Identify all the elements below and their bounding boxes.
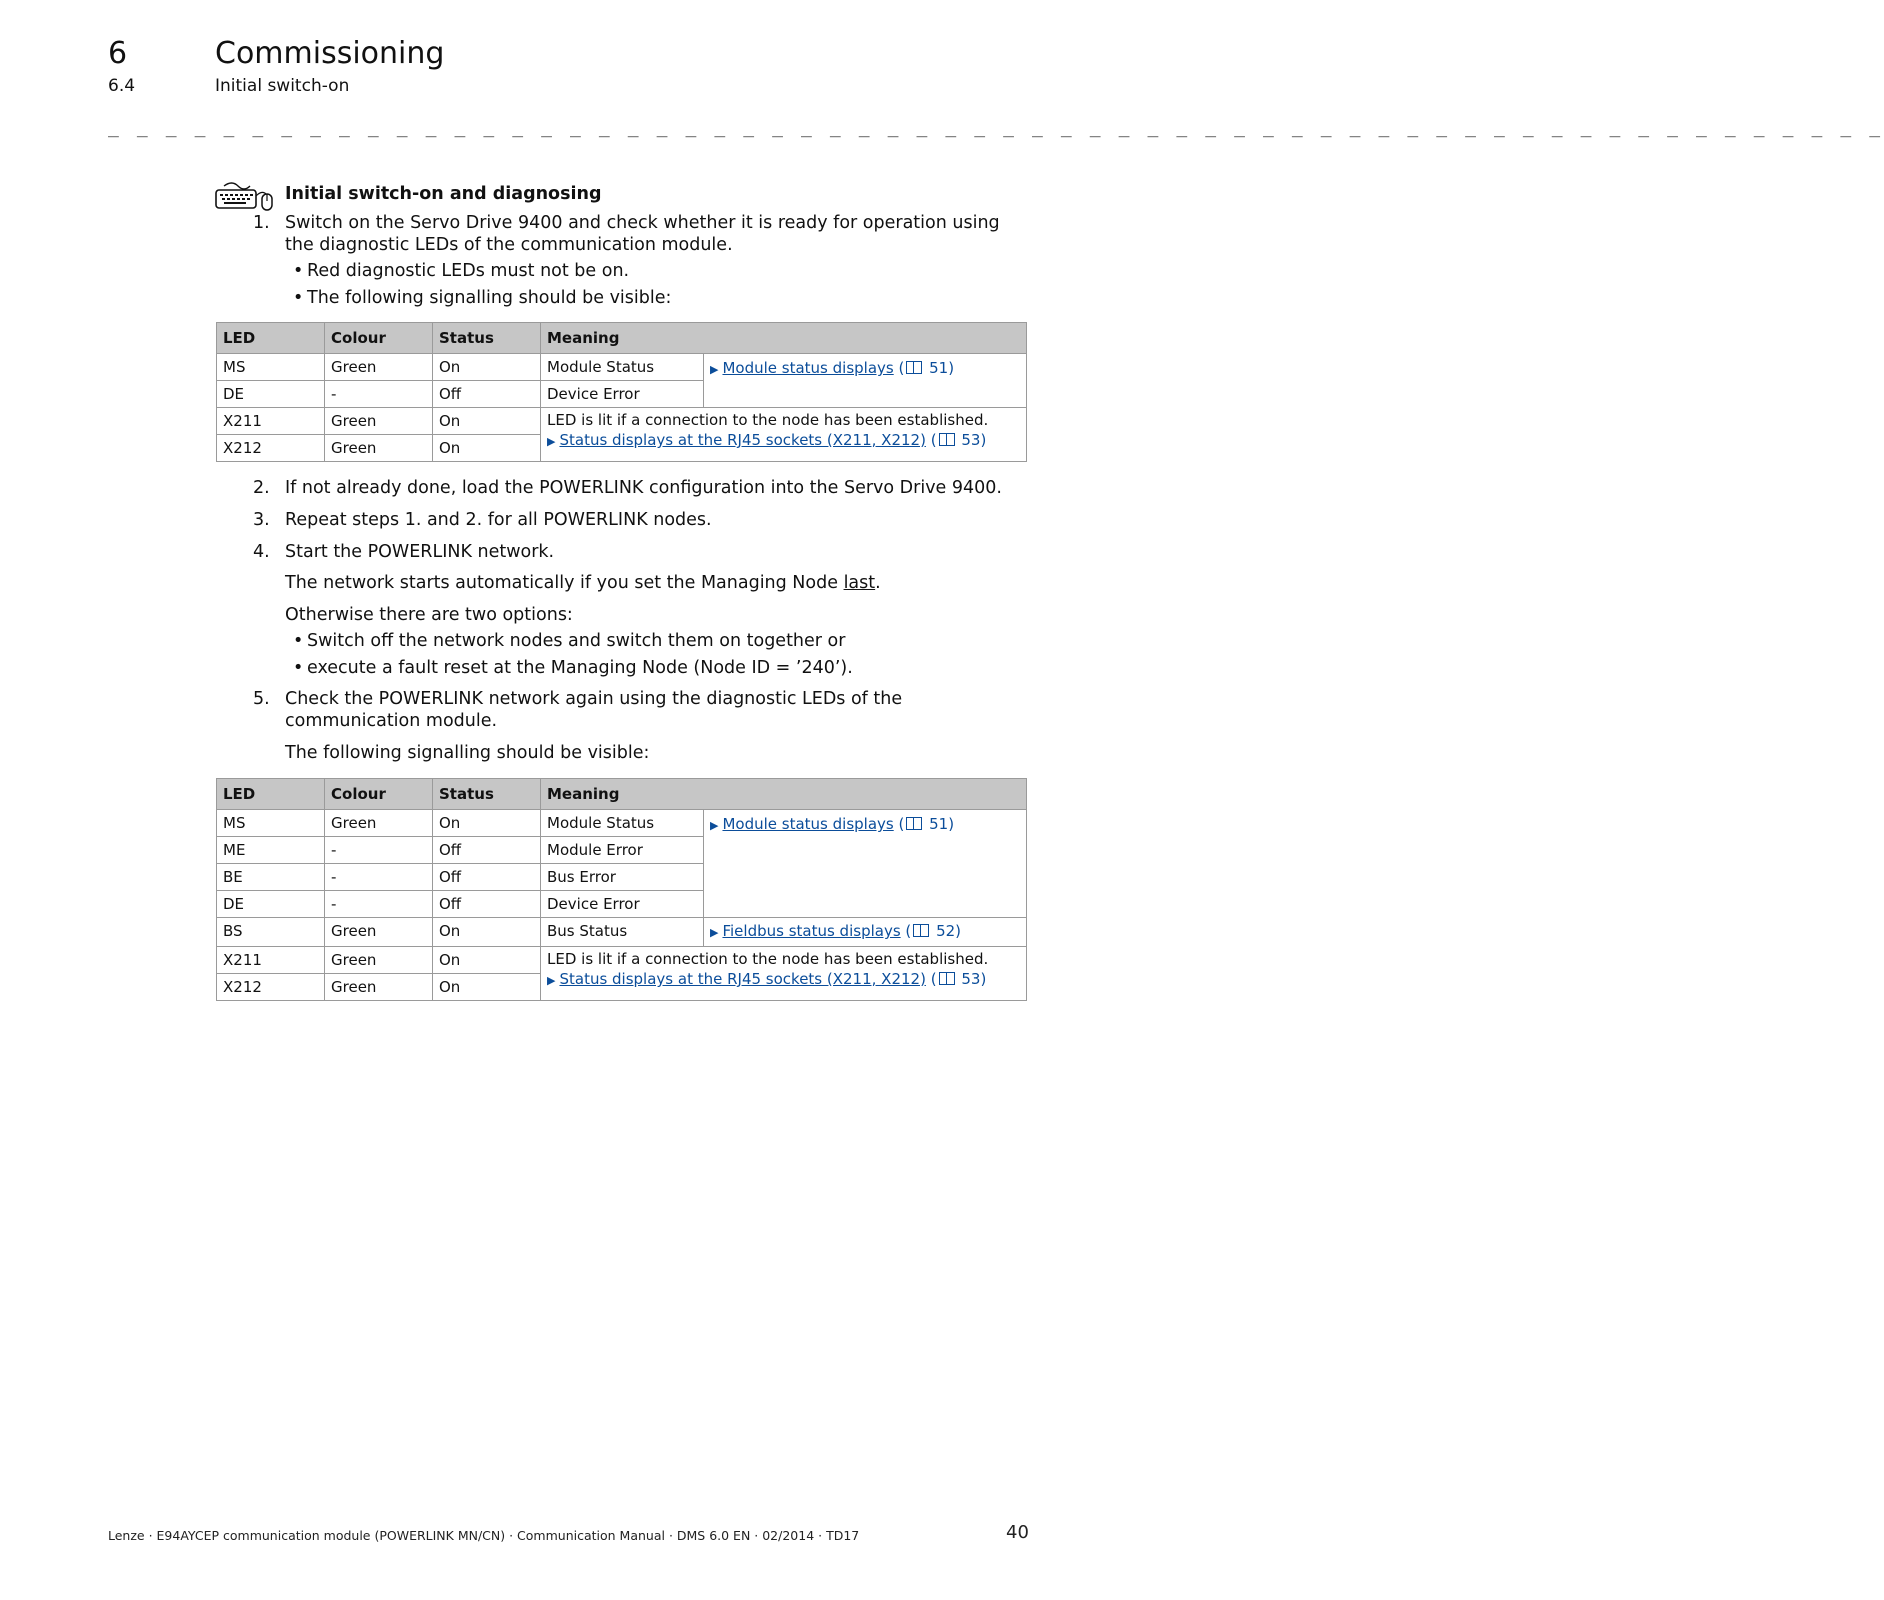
cell-colour: - — [325, 864, 433, 891]
section-number: 6.4 — [108, 76, 136, 96]
book-icon — [939, 433, 955, 446]
col-header-status: Status — [433, 323, 541, 354]
table-row — [217, 810, 1027, 837]
cell-meaning: Bus Error — [541, 864, 704, 891]
cell-led: X211 — [217, 947, 325, 974]
cell-colour: Green — [325, 408, 433, 435]
table-row — [217, 354, 1027, 381]
step-1 — [253, 212, 1005, 256]
step-5 — [253, 688, 1005, 732]
col-header-meaning: Meaning — [541, 779, 1027, 810]
cell-colour: - — [325, 381, 433, 408]
chapter-title: Commissioning — [215, 36, 445, 71]
keyboard-mouse-icon — [214, 178, 276, 214]
cell-rj45-meaning: LED is lit if a connection to the node has been established. ▶ Status displays at the RJ45 sockets (X211, X212) ( 53) — [541, 408, 1027, 462]
cell-rj45-meaning: LED is lit if a connection to the node has been established. ▶ Status displays at the RJ45 sockets (X211, X212) ( 53) — [541, 947, 1027, 1001]
cell-status: On — [433, 435, 541, 462]
cell-status: Off — [433, 837, 541, 864]
rj45-status-link[interactable]: Status displays at the RJ45 sockets (X211, X212) — [559, 431, 926, 449]
cell-status: Off — [433, 864, 541, 891]
step-number: 4. — [253, 542, 270, 562]
cell-led: BS — [217, 918, 325, 947]
cell-meaning: Bus Status — [541, 918, 704, 947]
step-2 — [253, 477, 1005, 499]
cell-colour: - — [325, 891, 433, 918]
led-table-2 — [216, 778, 1027, 1001]
book-icon — [906, 361, 922, 374]
step-text: Check the POWERLINK network again using the diagnostic LEDs of the communication module. — [285, 689, 903, 731]
book-icon — [939, 972, 955, 985]
col-header-colour: Colour — [325, 323, 433, 354]
cell-status: Off — [433, 891, 541, 918]
footer-text: Lenze · E94AYCEP communication module (POWERLINK MN/CN) · Communication Manual · DMS 6.0 EN · 02/2014 · TD17 — [108, 1528, 860, 1543]
cell-status: On — [433, 918, 541, 947]
step-number: 3. — [253, 510, 270, 530]
step-number: 2. — [253, 478, 270, 498]
cell-reference: ▶ Module status displays ( 51) — [704, 810, 1027, 918]
cell-status: On — [433, 947, 541, 974]
options-intro: Otherwise there are two options: — [285, 605, 573, 625]
cell-meaning: Device Error — [541, 381, 704, 408]
cell-meaning: Module Error — [541, 837, 704, 864]
cell-status: On — [433, 810, 541, 837]
cell-reference: ▶ Fieldbus status displays ( 52) — [704, 918, 1027, 947]
table-header-row — [217, 323, 1027, 354]
book-icon — [906, 817, 922, 830]
col-header-led: LED — [217, 323, 325, 354]
cell-status: On — [433, 974, 541, 1001]
rj45-note: LED is lit if a connection to the node has been established. — [547, 411, 989, 429]
procedure-title: Initial switch-on and diagnosing — [285, 184, 602, 204]
cell-meaning: Device Error — [541, 891, 704, 918]
cell-colour: Green — [325, 435, 433, 462]
section-title: Initial switch-on — [215, 76, 350, 96]
cell-status: On — [433, 354, 541, 381]
cell-colour: Green — [325, 947, 433, 974]
cell-reference: ▶ Module status displays ( 51) — [704, 354, 1027, 408]
step-number: 1. — [253, 213, 270, 233]
cell-status: On — [433, 408, 541, 435]
step-4 — [253, 541, 1005, 563]
cell-colour: - — [325, 837, 433, 864]
col-header-led: LED — [217, 779, 325, 810]
cell-colour: Green — [325, 918, 433, 947]
rj45-note: LED is lit if a connection to the node has been established. — [547, 950, 989, 968]
step-5-note: The following signalling should be visible: — [285, 743, 650, 763]
cell-meaning: Module Status — [541, 354, 704, 381]
module-status-link[interactable]: Module status displays — [722, 815, 894, 833]
cell-colour: Green — [325, 974, 433, 1001]
cell-led: DE — [217, 891, 325, 918]
book-icon — [913, 924, 929, 937]
col-header-status: Status — [433, 779, 541, 810]
rj45-status-link[interactable]: Status displays at the RJ45 sockets (X211, X212) — [559, 970, 926, 988]
cell-colour: Green — [325, 810, 433, 837]
module-status-link[interactable]: Module status displays — [722, 359, 894, 377]
cell-colour: Green — [325, 354, 433, 381]
page-number: 40 — [1006, 1522, 1029, 1543]
cell-led: MS — [217, 354, 325, 381]
table-row — [217, 408, 1027, 435]
col-header-meaning: Meaning — [541, 323, 1027, 354]
step-text: Start the POWERLINK network. — [285, 542, 555, 562]
table-header-row — [217, 779, 1027, 810]
table-row — [217, 947, 1027, 974]
step-number: 5. — [253, 689, 270, 709]
col-header-colour: Colour — [325, 779, 433, 810]
fieldbus-status-link[interactable]: Fieldbus status displays — [722, 922, 901, 940]
header-rule: _ _ _ _ _ _ _ _ _ _ _ _ _ _ _ _ _ _ _ _ _ _ _ _ _ _ _ _ _ _ _ _ _ _ _ _ _ _ _ _ _ _ _ _ _ _ _ _ _ _ _ _ _ _ _ _ _ _ _ _ _ _ — [108, 117, 1884, 138]
led-table-1 — [216, 322, 1027, 462]
step-text: If not already done, load the POWERLINK configuration into the Servo Drive 9400. — [285, 478, 1002, 498]
step-3 — [253, 509, 1005, 531]
cell-status: Off — [433, 381, 541, 408]
cell-led: MS — [217, 810, 325, 837]
table-row — [217, 918, 1027, 947]
step-text: Switch on the Servo Drive 9400 and check whether it is ready for operation using the diagnostic LEDs of the communication module. — [285, 213, 1000, 255]
cell-meaning: Module Status — [541, 810, 704, 837]
cell-led: X212 — [217, 974, 325, 1001]
chapter-number: 6 — [108, 36, 128, 71]
step-text: Repeat steps 1. and 2. for all POWERLINK nodes. — [285, 510, 712, 530]
cell-led: BE — [217, 864, 325, 891]
cell-led: X211 — [217, 408, 325, 435]
cell-led: ME — [217, 837, 325, 864]
cell-led: X212 — [217, 435, 325, 462]
step-4-note: The network starts automatically if you set the Managing Node last. — [285, 573, 881, 593]
cell-led: DE — [217, 381, 325, 408]
